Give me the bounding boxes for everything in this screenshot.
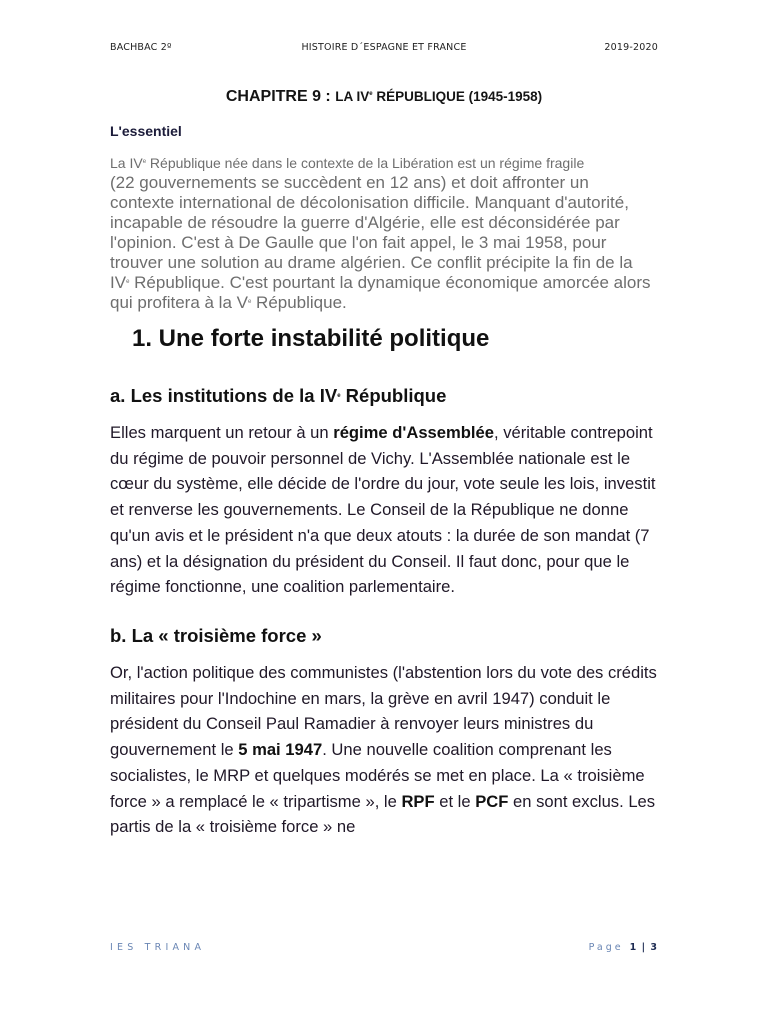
subsection-a-paragraph: Elles marquent un retour à un régime d'Assemblée, véritable contrepoint du régime de pouvoir personnel de Vichy. L'Assemblée nationale est le cœur du système, elle décide de l'ordre du jour, vote seule les lois, investit et renverse les gouvernements. Le Conseil de la République ne donne qu'un avis et le président n'a que deux atouts : la durée de son mandat (7 ans) et la désignation du président du Conseil. Il faut donc, pour que le régime fonctionne, une coalition parlementaire. (110, 423, 656, 597)
subsection-b-heading: b. La « troisième force » (110, 625, 322, 646)
page-number: Page 1 | 3 (588, 942, 658, 953)
chapter-title (0, 88, 768, 106)
intro-paragraph: La IVe République née dans le contexte de la Libération est un régime fragile (22 gouvernements se succèdent en 12 ans) et doit affronter un contexte international de décolonisation difficile. Manquant d'autorité, incapable de résoudre la guerre d'Algérie, elle est déconsidérée par l'opinion. C'est à De Gaulle que l'on fait appel, le 3 mai 1958, pour trouver une solution au drame algérien. Ce conflit précipite la fin de la IVe République. C'est pourtant la dynamique économique amorcée alors qui profitera à la Ve République. (110, 155, 651, 312)
chapter-label: CHAPITRE 9 : (225, 88, 336, 105)
page-header (110, 42, 658, 56)
footer-school: IES TRIANA (110, 942, 206, 953)
chapter-title-text: LA IVe RÉPUBLIQUE (1945-1958) (335, 89, 543, 104)
essentiel-heading: L'essentiel (110, 123, 182, 139)
page-footer (110, 942, 658, 956)
subsection-b-paragraph: Or, l'action politique des communistes (l'abstention lors du vote des crédits militaires pour l'Indochine en mars, la grève en avril 1947) conduit le président du Conseil Paul Ramadier à renvoyer leurs ministres du gouvernement le 5 mai 1947. Une nouvelle coalition comprenant les socialistes, le MRP et quelques modérés se met en place. La « troisième force » a remplacé le « tripartisme », le RPF et le PCF en sont exclus. Les partis de la « troisième force » ne (110, 663, 657, 837)
subsection-a-heading: a. Les institutions de la IVe République (110, 385, 447, 406)
header-right: 2019-2020 (604, 42, 658, 53)
header-center: HISTOIRE D´ESPAGNE ET FRANCE (301, 42, 467, 53)
header-left: BACHBAC 2º (110, 42, 172, 53)
section-heading: 1. Une forte instabilité politique (132, 325, 490, 352)
